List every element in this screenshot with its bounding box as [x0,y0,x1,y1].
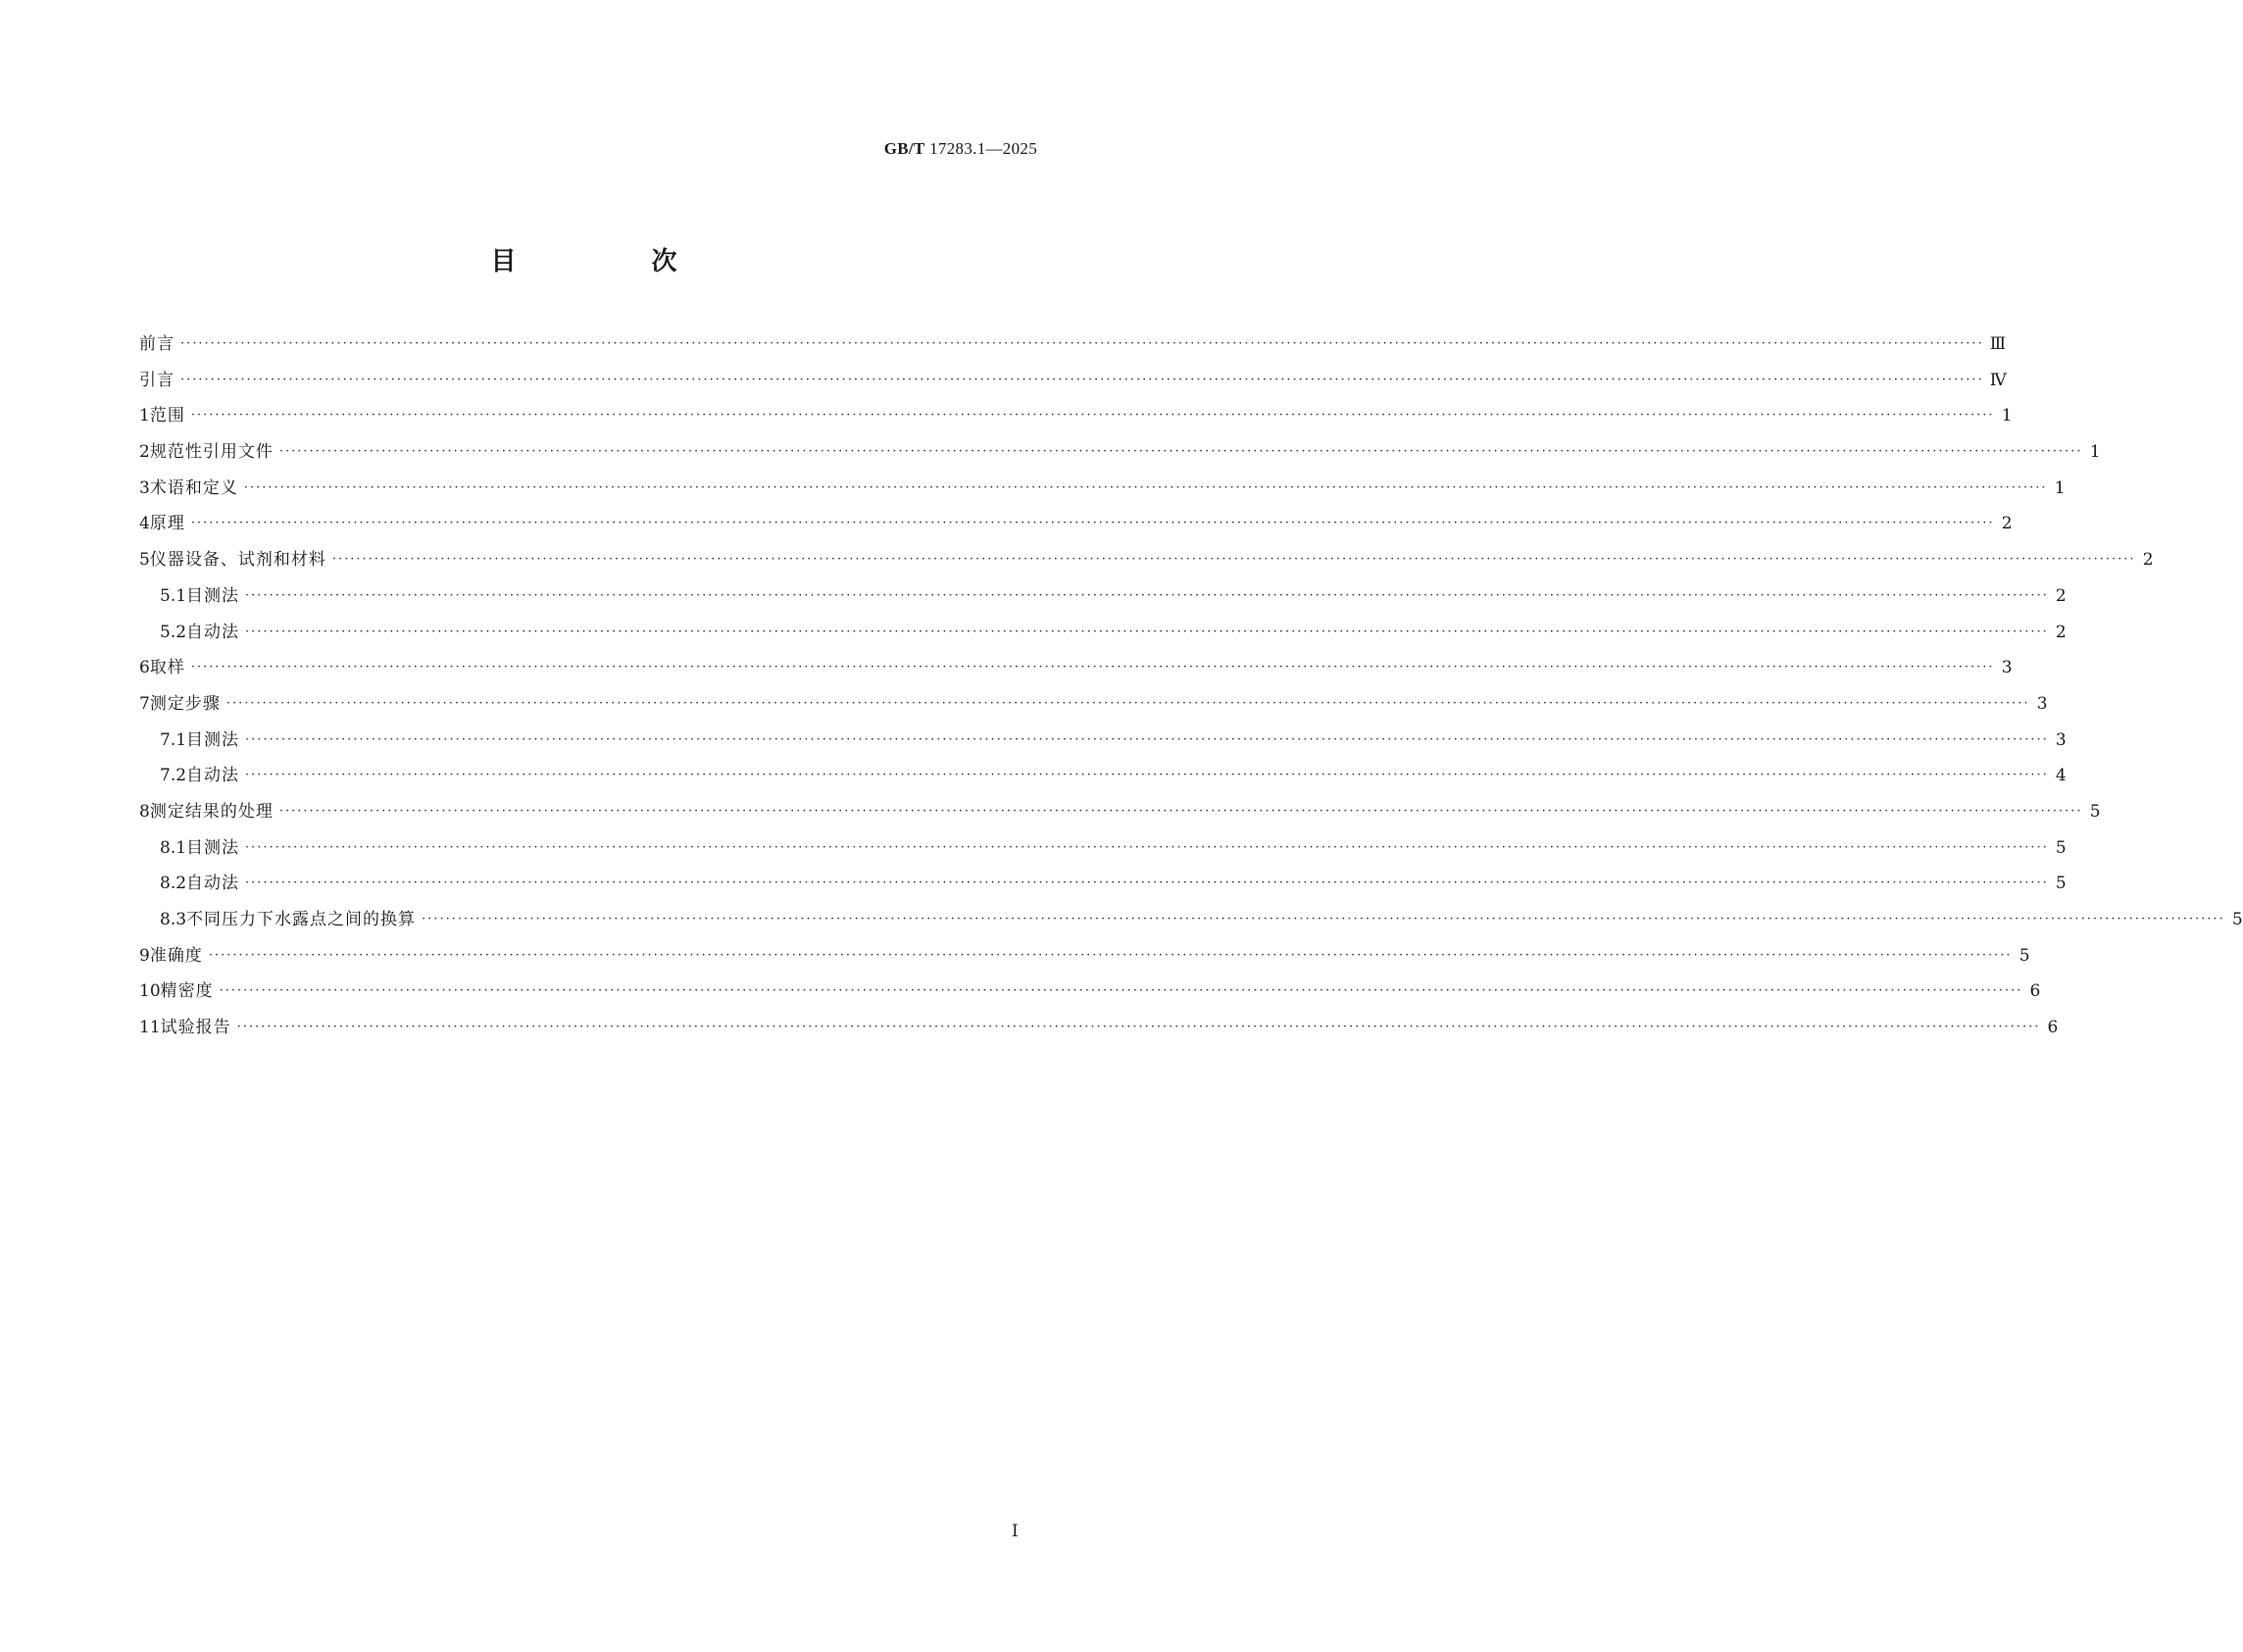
toc-entry[interactable] [139,657,2013,693]
toc-entry[interactable] [139,441,2101,477]
standard-number: 17283.1—2025 [929,139,1037,158]
toc-dot-leader: ············································································································································································································································································································ [245,731,2049,747]
toc-dot-leader: ············································································································································································································································································································ [190,516,1995,531]
toc-entry-number: 5 [139,550,150,571]
toc-dot-leader: ············································································································································································································································································································ [190,408,1995,424]
toc-dot-leader: ············································································································································································································································································································ [245,587,2049,603]
toc-entry[interactable] [139,873,2067,909]
toc-entry-page: 5 [2055,874,2067,894]
toc-entry-title: 范围 [149,406,185,426]
toc-entry-number: 4 [139,514,150,534]
toc-entry-number: 2 [139,442,150,463]
toc-entry-title: 测定步骤 [149,693,221,714]
toc-entry[interactable] [139,585,2067,622]
page-title: 目 次 [490,247,732,276]
toc-entry[interactable] [139,945,2030,981]
toc-entry[interactable] [139,622,2067,658]
toc-entry-title: 引言 [139,370,174,390]
toc-entry-title: 试验报告 [160,1018,231,1038]
toc-entry-page: 3 [2001,658,2013,678]
toc-dot-leader: ············································································································································································································································································································ [245,876,2049,891]
toc-dot-leader: ············································································································································································································································································································ [278,803,2083,819]
toc-entry[interactable] [139,837,2067,874]
toc-dot-leader: ············································································································································································································································································································ [190,660,1995,676]
toc-entry-page: 5 [2019,945,2030,966]
toc-entry-title: 规范性引用文件 [149,442,274,463]
toc-entry-page: 6 [2047,1018,2059,1038]
toc-entry[interactable] [139,333,2007,370]
toc-entry-title: 准确度 [149,945,203,966]
toc-entry-page: 1 [2001,406,2013,426]
toc-entry-number: 9 [139,945,150,966]
toc-entry-title: 前言 [139,334,174,354]
toc-entry-title: 自动法 [186,766,240,786]
standard-prefix: GB/T [883,139,925,158]
toc-entry-title: 自动法 [186,874,240,894]
toc-entry-page: 2 [2055,585,2067,606]
toc-entry-number: 5.2 [160,622,187,642]
toc-dot-leader: ············································································································································································································································································································ [208,947,2013,963]
toc-entry-page: 5 [2055,837,2067,858]
toc-entry-number: 10 [139,981,161,1002]
toc-entry[interactable] [139,477,2066,514]
toc-dot-leader: ············································································································································································································································································································ [243,479,2048,495]
toc-entry-title: 仪器设备、试剂和材料 [149,550,326,571]
toc-entry[interactable] [139,549,2154,585]
toc-entry[interactable] [139,729,2067,766]
toc-entry-number: 7 [139,693,150,714]
toc-entry-number: 5.1 [160,585,187,606]
toc-entry-page: 1 [2054,477,2066,498]
toc-entry-page: 3 [2055,729,2067,750]
toc-entry[interactable] [139,801,2101,837]
toc-dot-leader: ············································································································································································································································································································ [180,372,1984,387]
toc-entry[interactable] [139,405,2013,441]
toc-dot-leader: ············································································································································································································································································································ [236,1020,2041,1035]
toc-entry[interactable] [139,513,2013,549]
toc-entry-title: 精密度 [160,981,214,1002]
toc-entry-page: 2 [2055,622,2067,642]
toc-entry-title: 目测法 [186,729,240,750]
toc-entry-title: 取样 [149,658,185,678]
toc-entry-number: 8 [139,801,150,822]
page-number: Ⅰ [1012,1522,1019,1540]
toc-entry[interactable] [139,909,2243,945]
toc-dot-leader: ············································································································································································································································································································ [180,336,1984,351]
toc-entry-title: 测定结果的处理 [149,801,274,822]
toc-entry-title: 自动法 [186,622,240,642]
toc-entry-page: 3 [2036,693,2048,714]
toc-entry-page: 5 [2231,910,2243,929]
toc-dot-leader: ············································································································································································································································································································ [245,624,2049,639]
toc-entry-number: 3 [139,477,150,498]
toc-entry-page: 6 [2029,981,2041,1002]
toc-dot-leader: ············································································································································································································································································································ [245,768,2049,783]
toc-entry-page: 2 [2001,514,2013,534]
toc-entry-page: 5 [2089,801,2101,822]
toc-entry-title: 不同压力下水露点之间的换算 [186,910,417,929]
toc-entry-title: 术语和定义 [149,477,238,498]
toc-entry[interactable] [139,370,2007,406]
toc-dot-leader: ············································································································································································································································································································ [278,444,2083,460]
toc-entry-number: 11 [139,1018,161,1038]
toc-entry-title: 原理 [149,514,185,534]
toc-entry-page: 2 [2142,550,2154,571]
toc-dot-leader: ············································································································································································································································································································ [422,912,2225,926]
toc-entry-title: 目测法 [186,585,240,606]
toc-entry-page: Ⅲ [1989,334,2007,354]
toc-entry-number: 8.2 [160,874,187,894]
toc-entry-page: Ⅳ [1989,370,2007,390]
toc-dot-leader: ············································································································································································································································································································ [331,552,2136,568]
toc-entry-number: 7.2 [160,766,187,786]
toc-entry-page: 4 [2055,766,2067,786]
toc-entry[interactable] [139,980,2041,1017]
toc-dot-leader: ············································································································································································································································································································ [225,695,2030,711]
toc-entry-number: 6 [139,658,150,678]
table-of-contents [139,333,2243,1053]
toc-entry-title: 目测法 [186,837,240,858]
toc-entry[interactable] [139,1017,2059,1053]
toc-entry-number: 8.3 [160,910,187,929]
toc-entry[interactable] [139,693,2048,729]
toc-entry-page: 1 [2089,442,2101,463]
toc-entry[interactable] [139,765,2067,801]
toc-entry-number: 1 [139,406,150,426]
toc-dot-leader: ············································································································································································································································································································ [245,839,2049,855]
toc-entry-number: 7.1 [160,729,187,750]
standard-code [884,139,1037,159]
toc-entry-number: 8.1 [160,837,187,858]
toc-dot-leader: ············································································································································································································································································································ [219,983,2023,999]
